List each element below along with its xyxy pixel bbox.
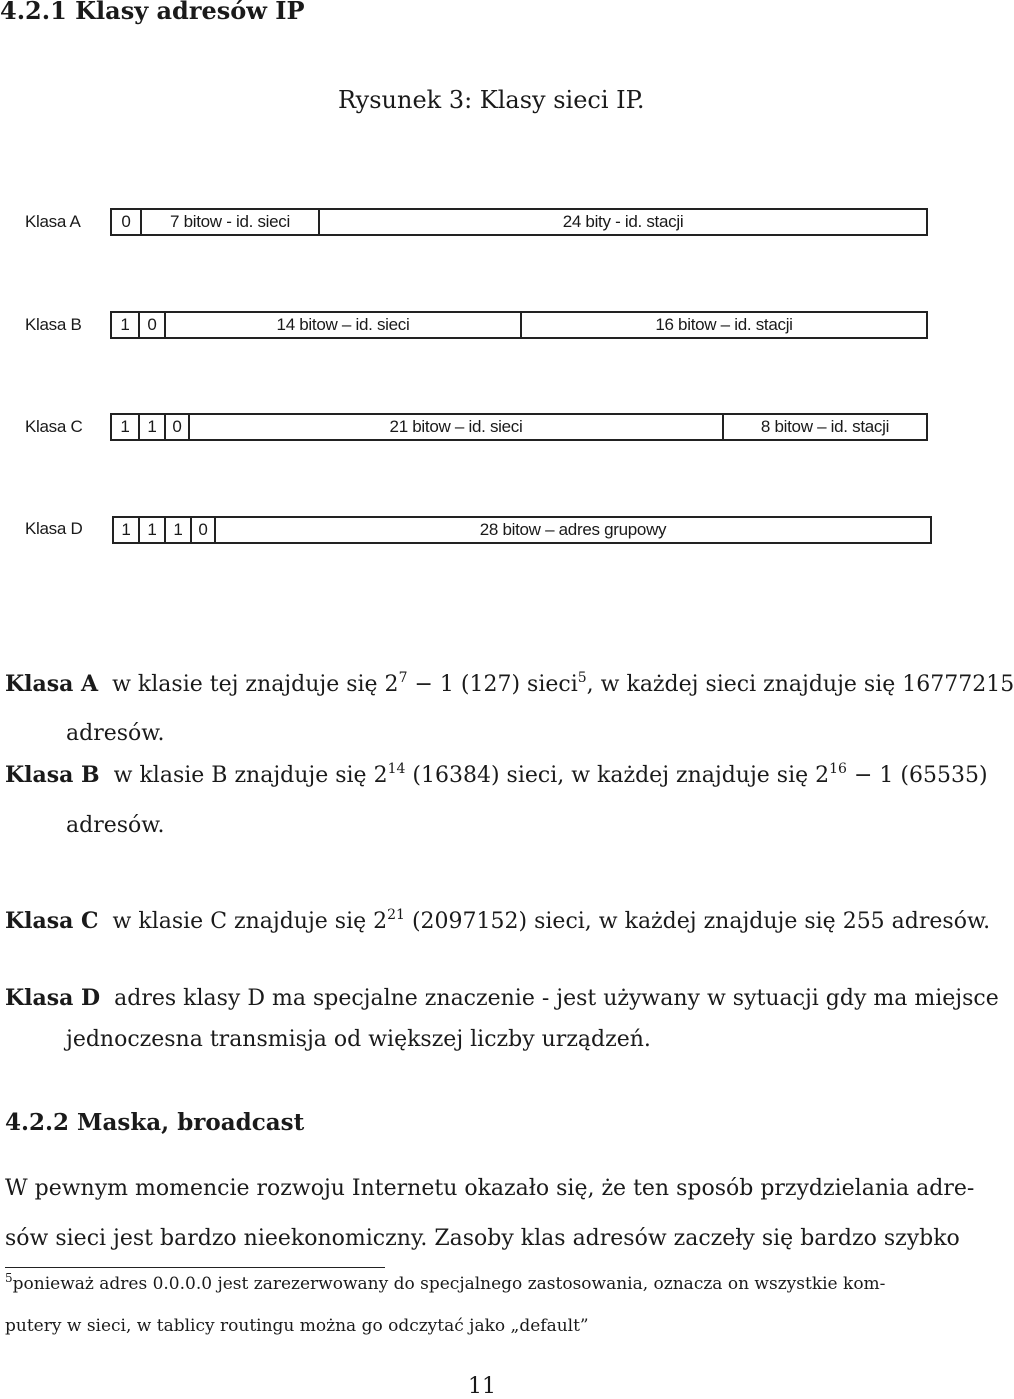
bit-cell: 1 [112,313,140,337]
definition-text: , w każdej sieci znajduje się 16777215 [586,672,1014,697]
exponent: 21 [387,907,405,923]
footnote-text: ponieważ adres 0.0.0.0 jest zarezerwowany do specjalnego zastosowania, oznacza on wszystkie kom- [12,1274,886,1294]
bit-cell: 0 [112,210,142,234]
footnote-cont: putery w sieci, w tablicy routingu można go odczytać jako „default” [5,1316,589,1336]
definition-text: adres klasy D ma specjalne znaczenie - jest używany w sytuacji gdy ma miejsce [114,986,999,1011]
footnote-rule [5,1267,385,1268]
definition-class-a-cont: adresów. [66,721,165,746]
definition-term: Klasa A [5,671,99,697]
exponent: 14 [387,761,406,777]
definition-text: − 1 (127) sieci [407,672,578,697]
footnote-mark: 5 [5,1271,13,1285]
row-label-class-b: Klasa B [25,315,82,334]
host-id-cell: 8 bitow – id. stacji [760,417,890,436]
bit-cell: 0 [166,415,190,439]
definition-term: Klasa B [5,762,100,788]
definition-term: Klasa D [5,985,101,1011]
paragraph-line-2: sów sieci jest bardzo nieekonomiczny. Zasoby klas adresów zaczeły się bardzo szybko [5,1226,960,1251]
page-number: 11 [468,1374,496,1399]
subsection-title: 4.2.2 Maska, broadcast [5,1109,305,1136]
definition-class-d-cont: jednoczesna transmisja od większej liczby urządzeń. [66,1027,651,1052]
figure-caption: Rysunek 3: Klasy sieci IP. [338,86,645,114]
definition-class-d [5,985,999,1011]
host-id-cell: 16 bitow – id. stacji [655,315,793,334]
bit-cell: 1 [112,415,140,439]
bit-cell: 0 [140,313,166,337]
definition-text: − 1 (65535) [846,763,988,788]
definition-class-b [5,762,988,788]
network-id-cell: 14 bitow – id. sieci [166,313,522,337]
definition-text: (16384) sieci, w każdej znajduje się 2 [405,763,830,788]
bit-cell: 1 [166,518,192,542]
row-label-class-a: Klasa A [25,212,81,231]
bit-cell: 1 [114,518,140,542]
definition-class-b-cont: adresów. [66,813,165,838]
definition-text: w klasie C znajduje się 2 [112,909,388,934]
definition-class-c [5,908,990,934]
exponent: 7 [398,670,408,686]
host-id-cell: 24 bity - id. stacji [562,212,684,231]
bit-cell: 1 [140,415,166,439]
bit-row-class-d [112,516,932,544]
network-id-cell: 7 bitow - id. sieci [142,210,320,234]
definition-term: Klasa C [5,908,99,934]
bit-row-class-b [110,311,928,339]
paragraph-line-1: W pewnym momencie rozwoju Internetu okazało się, że ten sposób przydzielania adre- [5,1176,975,1201]
definition-text: w klasie B znajduje się 2 [113,763,388,788]
row-label-class-c: Klasa C [25,417,83,436]
footnote [5,1271,886,1294]
bit-cell: 0 [192,518,216,542]
section-title: 4.2.1 Klasy adresów IP [0,0,305,25]
exponent: 16 [829,761,847,777]
bit-row-class-c [110,413,928,441]
bit-cell: 1 [140,518,166,542]
definition-class-a [5,671,1014,697]
bit-row-class-a [110,208,928,236]
row-label-class-d: Klasa D [25,519,83,538]
footnote-ref[interactable]: 5 [577,670,587,686]
definition-text: w klasie tej znajduje się 2 [112,672,399,697]
group-address-cell: 28 bitow – adres grupowy [479,520,667,539]
network-id-cell: 21 bitow – id. sieci [190,415,724,439]
definition-text: (2097152) sieci, w każdej znajduje się 255 adresów. [404,909,991,934]
